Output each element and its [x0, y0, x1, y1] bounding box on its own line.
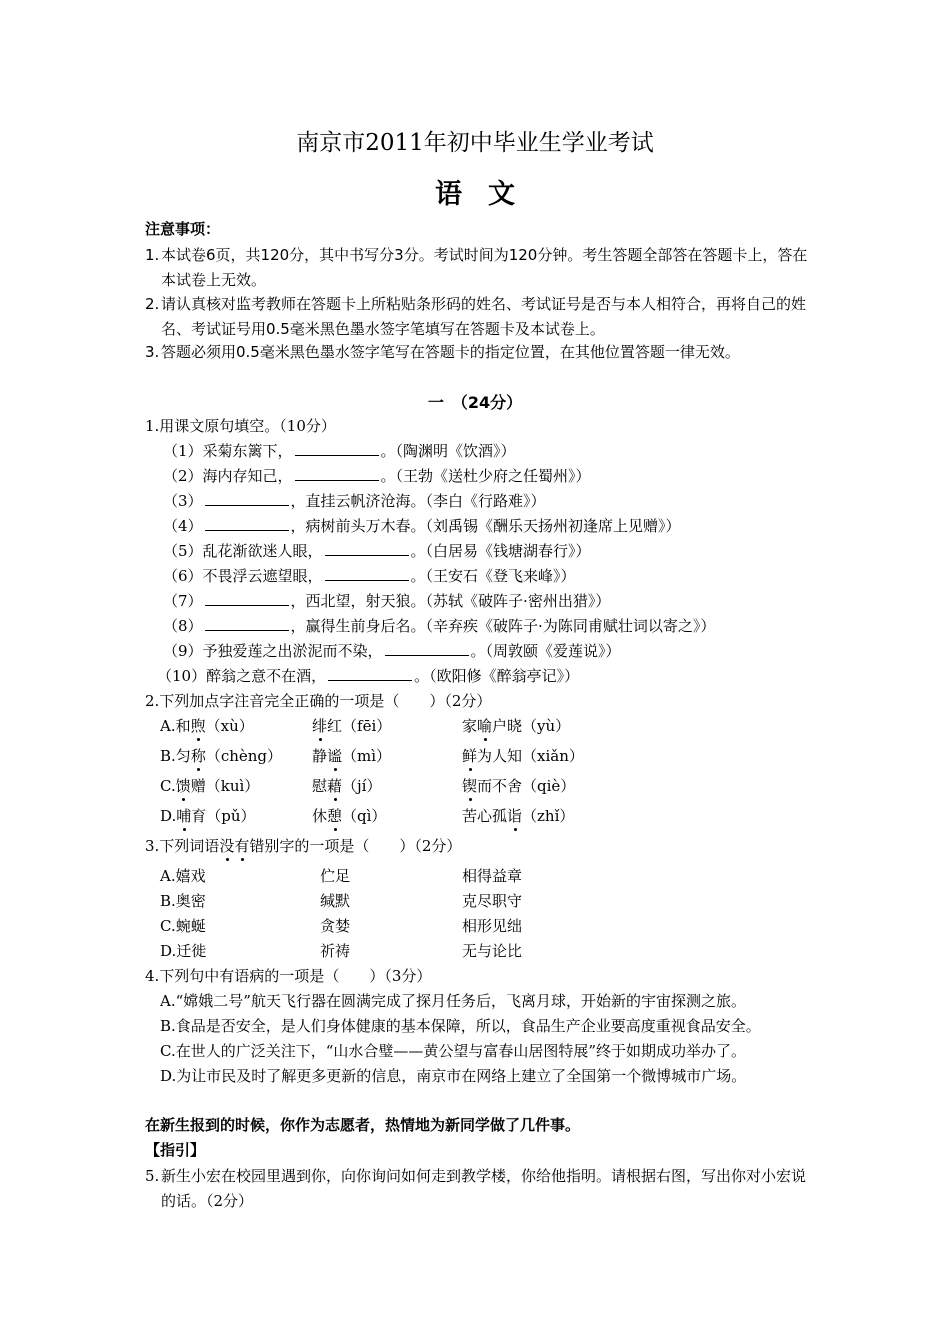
- notice-item: [145, 292, 813, 342]
- fill-blank-after: 。（周敦颐《爱莲说》）: [470, 642, 621, 660]
- option-label: A.: [160, 717, 176, 735]
- option-label: C.: [160, 777, 176, 795]
- notice-item-text: 请认真核对监考教师在答题卡上所粘贴条形码的姓名、考试证号是否与本人相符合，再将自己的姓名、考试证号用0.5毫米黑色墨水签字笔填写在答题卡及本试卷上。: [161, 295, 807, 338]
- dotted-char: 称: [190, 747, 206, 765]
- option-cell: 贪婪: [320, 917, 351, 935]
- fill-blank-after: 。（王勃《送杜少府之任蜀州》）: [380, 467, 591, 485]
- section-heading: 一 （24分）: [427, 393, 523, 412]
- option-word: 育: [191, 807, 207, 825]
- answer-blank: [325, 567, 409, 581]
- pinyin: 人知（xiǎn）: [492, 747, 584, 765]
- answer-blank: [205, 617, 289, 631]
- option-cell: 克尽职守: [462, 892, 523, 910]
- option-sentence: B.食品是否安全，是人们身体健康的基本保障，所以，食品生产企业要高度重视食品安全。: [160, 1017, 761, 1035]
- pinyin: （pǔ）: [206, 807, 256, 825]
- dotted-char: 馈: [175, 777, 191, 795]
- dotted-char: 绯: [312, 717, 328, 735]
- fill-blank-before: （3）: [163, 492, 203, 510]
- option-sentence: D.为让市民及时了解更多更新的信息，南京市在网络上建立了全国第一个微博城市广场。: [160, 1067, 747, 1085]
- answer-blank: [295, 467, 379, 481]
- pinyin: （xù）: [205, 717, 254, 735]
- pinyin: 户晓（yù）: [492, 717, 571, 735]
- section-tag: 【指引】: [145, 1141, 206, 1159]
- option-cell: [462, 806, 574, 826]
- pinyin: （fēi）: [342, 717, 392, 735]
- option-label: D.迁徙: [160, 942, 207, 960]
- fill-blank-item: [163, 591, 610, 611]
- question-2-stem: 2.下列加点字注音完全正确的一项是（ ）（2分）: [145, 692, 492, 710]
- option-cell: [312, 806, 386, 826]
- option-cell: 无与论比: [462, 942, 523, 960]
- option-cell: [462, 746, 584, 766]
- pinyin: 不舍（qiè）: [492, 777, 576, 795]
- notice-item-number: 2.: [145, 295, 160, 313]
- option-cell: [462, 776, 575, 796]
- stem-text: 错别字的一项是（ ）（2分）: [249, 837, 462, 855]
- fill-blank-before: （1）采菊东篱下，: [163, 442, 293, 460]
- answer-blank: [385, 642, 469, 656]
- answer-blank: [205, 592, 289, 606]
- dotted-char: 谧: [327, 747, 343, 765]
- option-word: 为: [477, 747, 493, 765]
- fill-blank-after: 。（白居易《钱塘湖春行》）: [410, 542, 591, 560]
- option-cell: 缄默: [320, 892, 351, 910]
- answer-blank: [325, 542, 409, 556]
- option-word: 赠: [190, 777, 206, 795]
- dotted-char: 喻: [477, 717, 493, 735]
- option-cell: 相形见绌: [462, 917, 523, 935]
- notice-heading: 注意事项：: [145, 220, 221, 238]
- fill-blank-item: [163, 541, 591, 561]
- fill-blank-after: 。（王安石《登飞来峰》）: [410, 567, 576, 585]
- section-intro: 在新生报到的时候，你作为志愿者，热情地为新同学做了几件事。: [145, 1116, 581, 1134]
- option-cell: 相得益章: [462, 867, 523, 885]
- option-word: 而: [477, 777, 493, 795]
- option-cell: [312, 776, 381, 796]
- option-label: C.蜿蜒: [160, 917, 206, 935]
- option-cell: [462, 716, 570, 736]
- option-label: B.: [160, 747, 176, 765]
- option-cell: [312, 746, 391, 766]
- answer-blank: [205, 492, 289, 506]
- dotted-char: 锲: [462, 777, 478, 795]
- dotted-char: 藉: [327, 777, 343, 795]
- notice-item-number: 3.: [145, 343, 160, 361]
- fill-blank-after: 。（欧阳修《醉翁亭记》）: [414, 667, 580, 685]
- dotted-char: 没: [219, 837, 235, 855]
- option-sentence: C.在世人的广泛关注下，“山水合璧——黄公望与富春山居图特展”终于如期成功举办了。: [160, 1042, 747, 1060]
- fill-blank-item: [163, 641, 621, 661]
- fill-blank-after: ，西北望，射天狼。（苏轼《破阵子·密州出猎》）: [290, 592, 611, 610]
- option-word: 匀: [175, 747, 191, 765]
- pinyin: （kuì）: [205, 777, 260, 795]
- fill-blank-item: [163, 491, 546, 511]
- fill-blank-item: [163, 441, 516, 461]
- option-row: [160, 776, 259, 796]
- option-word: 静: [312, 747, 328, 765]
- fill-blank-item: [163, 616, 715, 636]
- answer-blank: [205, 517, 289, 531]
- dotted-char: 憩: [327, 807, 343, 825]
- option-row: [160, 716, 254, 736]
- fill-blank-before: （7）: [163, 592, 203, 610]
- option-cell: 伫足: [320, 867, 351, 885]
- fill-blank-before: （5）乱花渐欲迷人眼，: [163, 542, 323, 560]
- option-row: [160, 746, 282, 766]
- answer-blank: [328, 667, 412, 681]
- pinyin: （zhǐ）: [522, 807, 575, 825]
- subject-title: 语文: [435, 179, 541, 210]
- option-cell: 祈祷: [320, 942, 351, 960]
- dotted-char: 鲜: [462, 747, 478, 765]
- fill-blank-before: （4）: [163, 517, 203, 535]
- option-cell: [312, 716, 391, 736]
- pinyin: （qì）: [342, 807, 387, 825]
- fill-blank-before: （10）醉翁之意不在酒，: [157, 667, 327, 685]
- fill-blank-after: ，赢得生前身后名。（辛弃疾《破阵子·为陈同甫赋壮词以寄之》）: [290, 617, 716, 635]
- dotted-char: 哺: [176, 807, 192, 825]
- exam-title: 南京市2011年初中毕业生学业考试: [296, 130, 654, 156]
- fill-blank-item: [163, 516, 681, 536]
- question-1-stem: 1.用课文原句填空。（10分）: [145, 417, 336, 435]
- question-number: 5.: [145, 1167, 160, 1185]
- fill-blank-after: 。（陶渊明《饮酒》）: [380, 442, 516, 460]
- notice-item: [145, 340, 813, 365]
- notice-item-number: 1.: [145, 246, 160, 264]
- answer-blank: [295, 442, 379, 456]
- question-5: [145, 1164, 809, 1214]
- option-word: 红: [327, 717, 343, 735]
- question-5-text: 新生小宏在校园里遇到你，向你询问如何走到教学楼，你给他指明。请根据右图，写出你对小宏说的话。（2分）: [161, 1167, 807, 1210]
- option-word: 慰: [312, 777, 328, 795]
- option-word: 休: [312, 807, 328, 825]
- fill-blank-item: [163, 466, 591, 486]
- option-label: B.奥密: [160, 892, 206, 910]
- pinyin: （mì）: [342, 747, 392, 765]
- question-4-stem: 4.下列句中有语病的一项是（ ）（3分）: [145, 967, 432, 985]
- option-word: 家: [462, 717, 478, 735]
- option-row: [160, 806, 256, 826]
- pinyin: （chèng）: [205, 747, 283, 765]
- option-word: 苦心孤: [462, 807, 508, 825]
- fill-blank-item: [157, 666, 579, 686]
- fill-blank-before: （2）海内存知己，: [163, 467, 293, 485]
- dotted-char: 有: [234, 837, 250, 855]
- fill-blank-after: ，病树前头万木春。（刘禹锡《酬乐天扬州初逢席上见赠》）: [290, 517, 681, 535]
- fill-blank-after: ，直挂云帆济沧海。（李白《行路难》）: [290, 492, 546, 510]
- option-word: 和: [175, 717, 191, 735]
- option-label: A.嬉戏: [160, 867, 206, 885]
- fill-blank-before: （9）予独爱莲之出淤泥而不染，: [163, 642, 383, 660]
- dotted-char: 煦: [190, 717, 206, 735]
- fill-blank-before: （8）: [163, 617, 203, 635]
- pinyin: （jí）: [342, 777, 382, 795]
- question-3-stem: [145, 836, 461, 856]
- option-sentence: A.“嫦娥二号”航天飞行器在圆满完成了探月任务后，飞离月球，开始新的宇宙探测之旅。: [160, 992, 746, 1010]
- notice-item-text: 答题必须用0.5毫米黑色墨水签字笔写在答题卡的指定位置，在其他位置答题一律无效。: [161, 343, 740, 361]
- stem-text: 3.下列词语: [145, 837, 220, 855]
- notice-item: [145, 243, 813, 293]
- fill-blank-item: [163, 566, 576, 586]
- dotted-char: 诣: [507, 807, 523, 825]
- notice-item-text: 本试卷6页，共120分，其中书写分3分。考试时间为120分钟。考生答题全部答在答题卡上，答在本试卷上无效。: [161, 246, 808, 289]
- option-label: D.: [160, 807, 177, 825]
- fill-blank-before: （6）不畏浮云遮望眼，: [163, 567, 323, 585]
